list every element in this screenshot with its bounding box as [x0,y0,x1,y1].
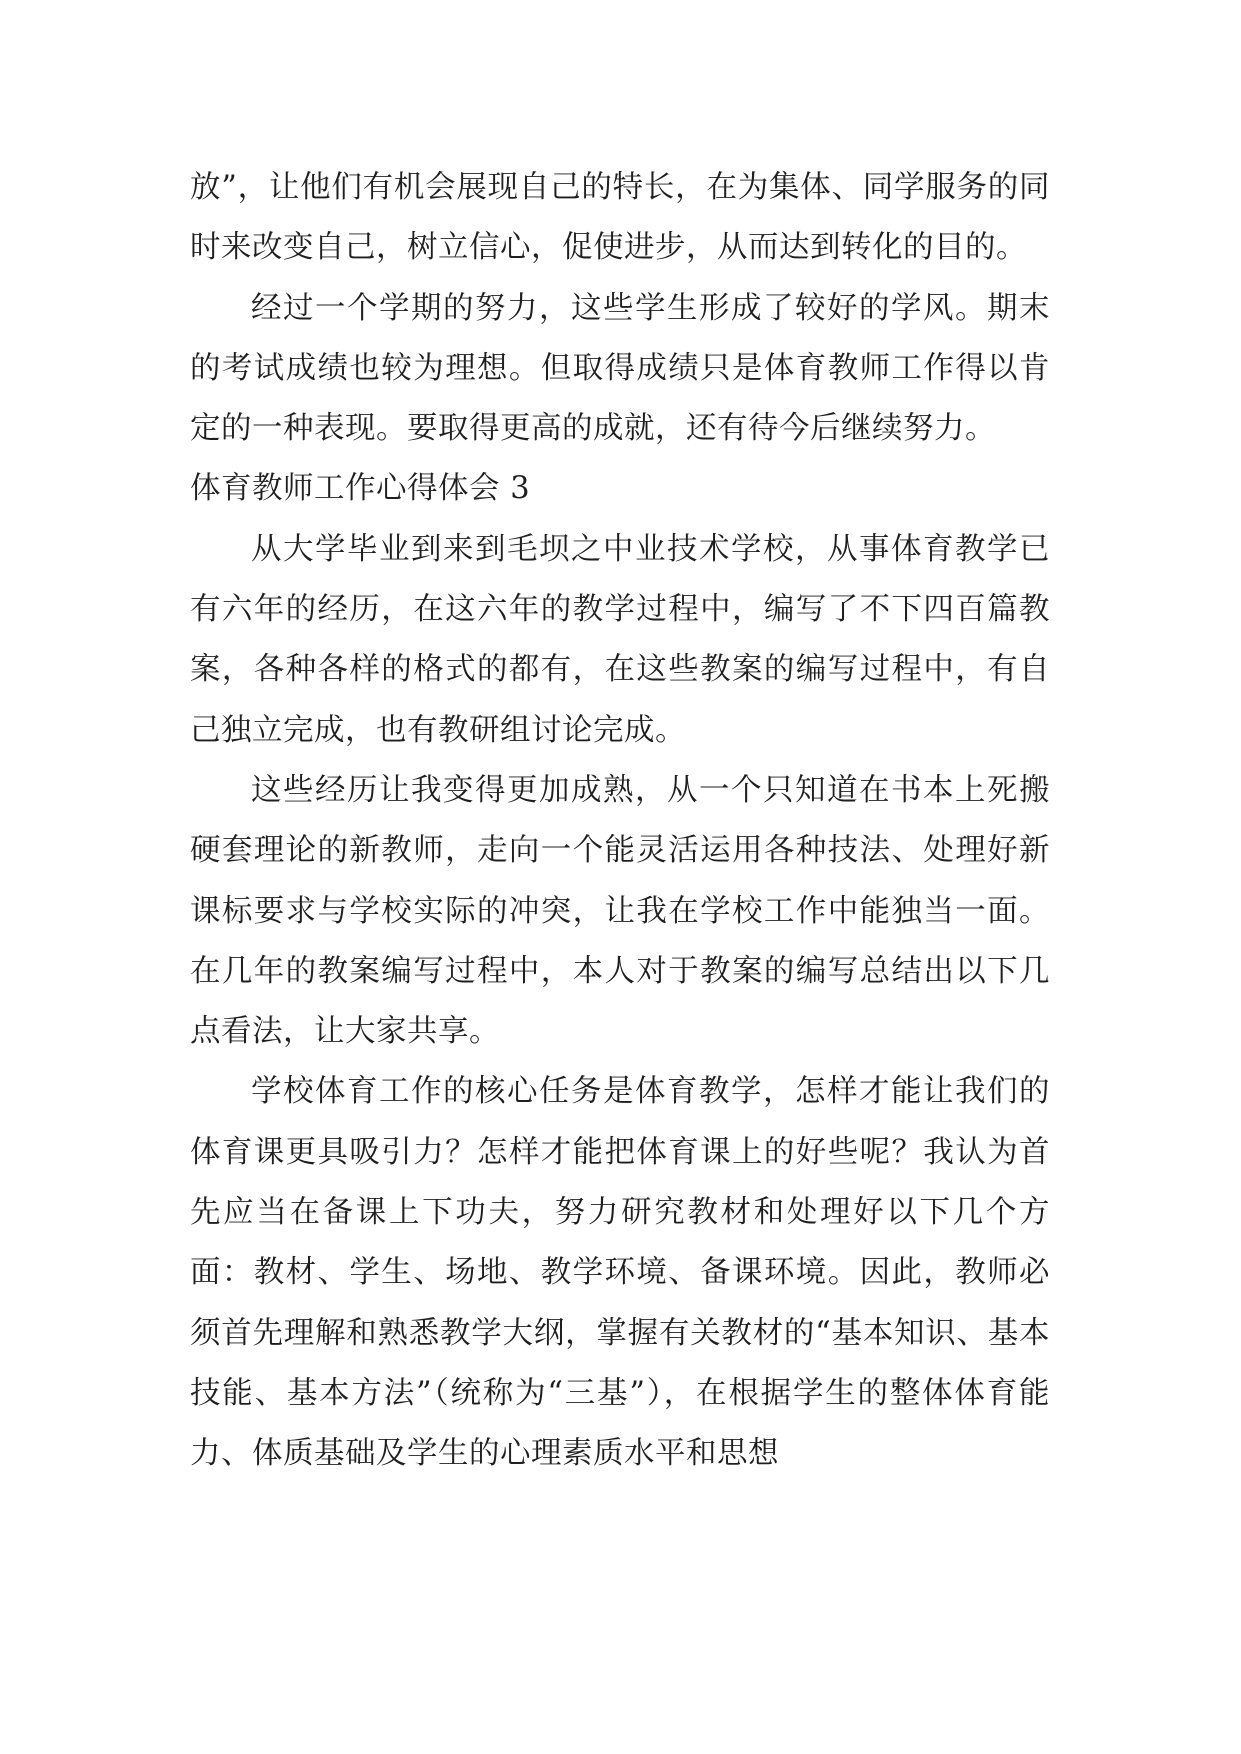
document-body [190,158,1050,1485]
paragraph-result: 经过一个学期的努力，这些学生形成了较好的学风。期末的考试成绩也较为理想。但取得成绩只是体育教师工作得以肯定的一种表现。要取得更高的成就，还有待今后继续努力。 [190,290,1050,447]
section-heading: 体育教师工作心得体会 3 [190,471,531,507]
paragraph-core-task: 学校体育工作的核心任务是体育教学，怎样才能让我们的体育课更具吸引力？怎样才能把体育课上的好些呢？我认为首先应当在备课上下功夫，努力研究教材和处理好以下几个方面：教材、学生、场地、教学环境、备课环境。因此，教师必须首先理解和熟悉教学大纲，掌握有关教材的“基本知识、基本技能、基本方法”（统称为“三基”），在根据学生的整体体育能力、体质基础及学生的心理素质水平和思想 [190,1074,1050,1472]
paragraph-intro: 从大学毕业到来到毛坝之中业技术学校，从事体育教学已有六年的经历，在这六年的教学过程中，编写了不下四百篇教案，各种各样的格式的都有，在这些教案的编写过程中，有自己独立完成，也有教研组讨论完成。 [190,531,1050,748]
paragraph-continued: 放”，让他们有机会展现自己的特长，在为集体、同学服务的同时来改变自己，树立信心，促使进步，从而达到转化的目的。 [190,170,1050,266]
paragraph-experience: 这些经历让我变得更加成熟，从一个只知道在书本上死搬硬套理论的新教师，走向一个能灵活运用各种技法、处理好新课标要求与学校实际的冲突，让我在学校工作中能独当一面。在几年的教案编写过程中，本人对于教案的编写总结出以下几点看法，让大家共享。 [190,772,1050,1050]
